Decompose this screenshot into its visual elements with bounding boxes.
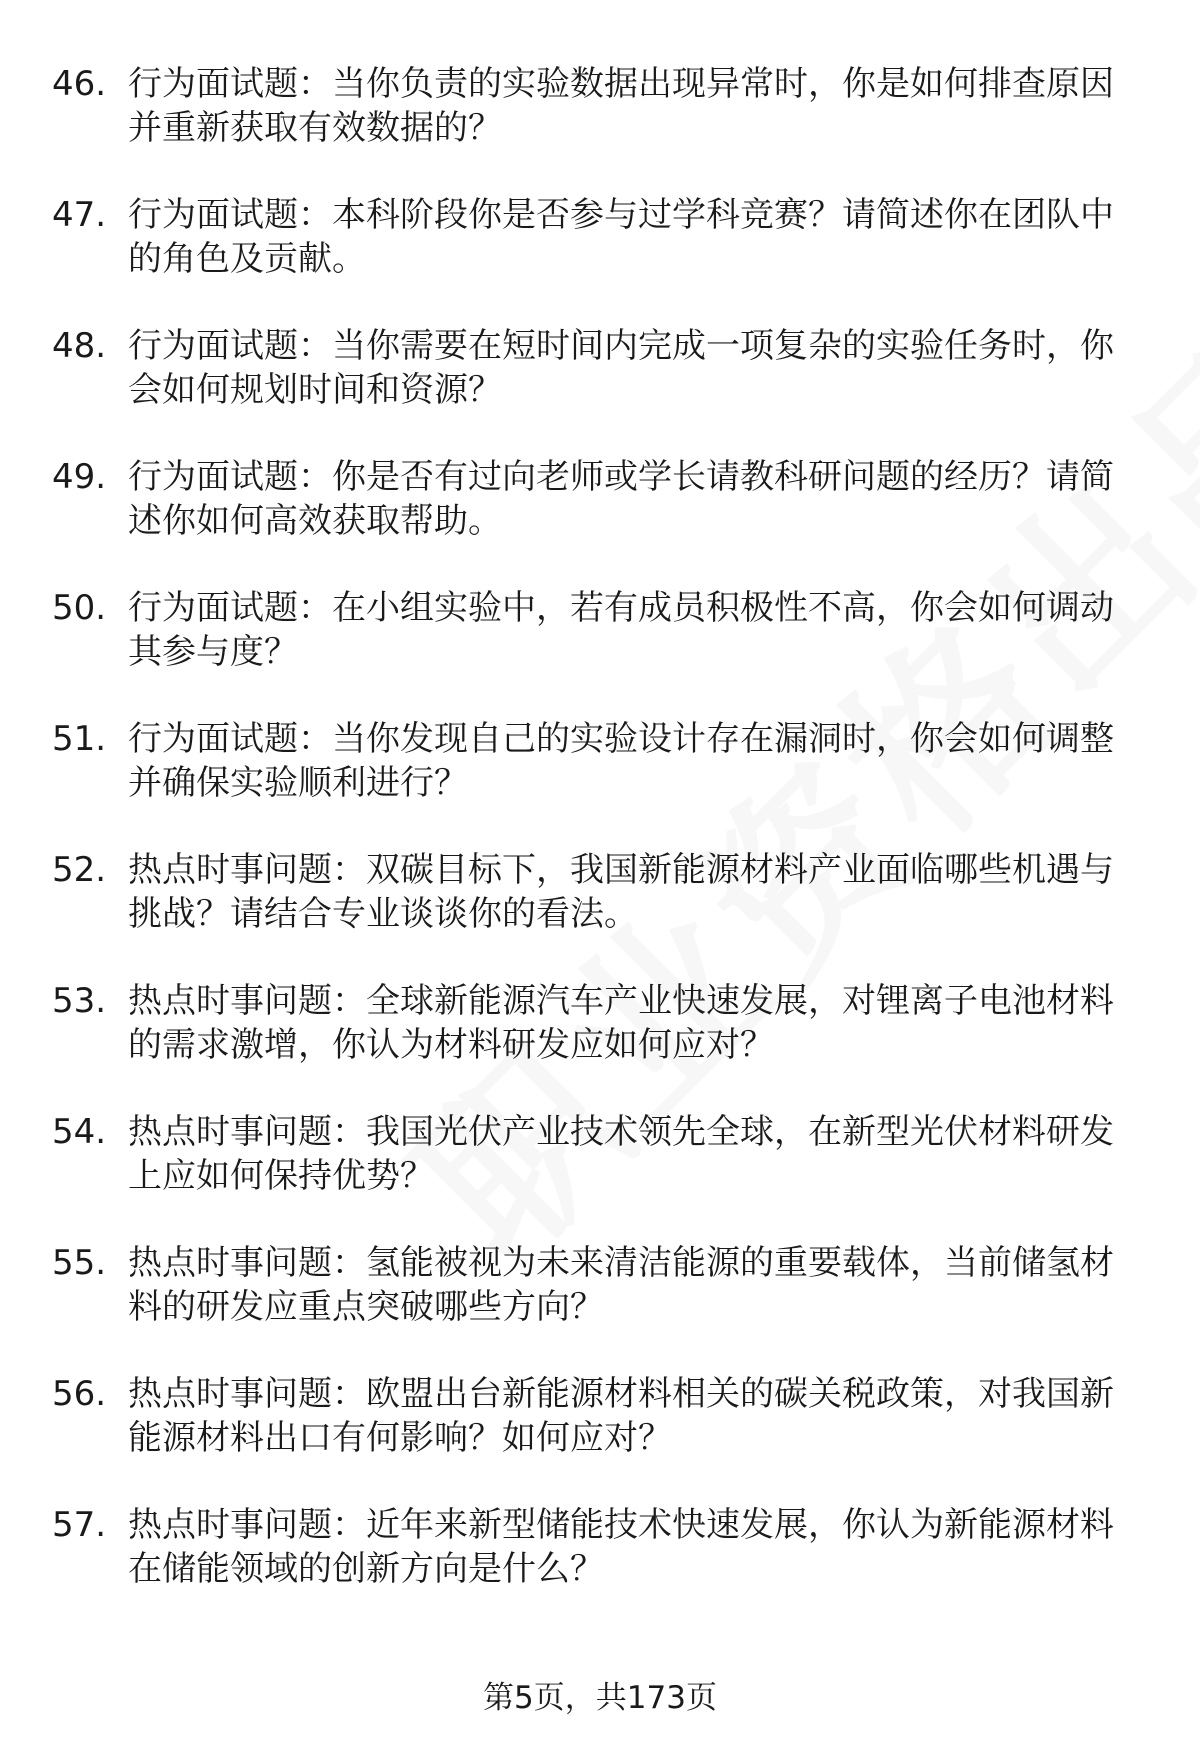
question-number: 48. [52, 326, 107, 366]
question-item [52, 1241, 1142, 1329]
question-item [52, 848, 1142, 936]
page-footer: 第5页，共173页 [483, 1680, 717, 1716]
question-number: 55. [52, 1243, 107, 1283]
question-item [52, 1110, 1142, 1198]
question-text: 热点时事问题：氢能被视为未来清洁能源的重要载体，当前储氢材料的研发应重点突破哪些方向？ [128, 1243, 1114, 1327]
question-number: 57. [52, 1505, 107, 1545]
question-item [52, 717, 1142, 805]
question-number: 49. [52, 457, 107, 497]
question-number: 52. [52, 850, 107, 890]
question-text: 热点时事问题：全球新能源汽车产业快速发展，对锂离子电池材料的需求激增，你认为材料研发应如何应对？ [128, 981, 1114, 1065]
question-item [52, 586, 1142, 674]
question-text: 热点时事问题：双碳目标下，我国新能源材料产业面临哪些机遇与挑战？请结合专业谈谈你的看法。 [128, 850, 1114, 934]
question-number: 54. [52, 1112, 107, 1152]
question-text: 行为面试题：当你发现自己的实验设计存在漏洞时，你会如何调整并确保实验顺利进行？ [128, 719, 1114, 803]
question-text: 行为面试题：当你需要在短时间内完成一项复杂的实验任务时，你会如何规划时间和资源？ [128, 326, 1114, 410]
question-item [52, 324, 1142, 412]
question-text: 热点时事问题：近年来新型储能技术快速发展，你认为新能源材料在储能领域的创新方向是什么？ [128, 1505, 1114, 1589]
question-item [52, 1372, 1142, 1460]
question-number: 47. [52, 195, 107, 235]
question-item [52, 62, 1142, 150]
question-text: 行为面试题：当你负责的实验数据出现异常时，你是如何排查原因并重新获取有效数据的？ [128, 64, 1114, 148]
question-number: 51. [52, 719, 107, 759]
question-item [52, 1503, 1142, 1591]
question-text: 行为面试题：本科阶段你是否参与过学科竞赛？请简述你在团队中的角色及贡献。 [128, 195, 1114, 279]
question-number: 46. [52, 64, 107, 104]
question-text: 行为面试题：在小组实验中，若有成员积极性不高，你会如何调动其参与度？ [128, 588, 1114, 672]
question-number: 53. [52, 981, 107, 1021]
question-text: 行为面试题：你是否有过向老师或学长请教科研问题的经历？请简述你如何高效获取帮助。 [128, 457, 1114, 541]
question-list [52, 62, 1142, 1634]
question-item [52, 979, 1142, 1067]
question-item [52, 193, 1142, 281]
question-text: 热点时事问题：欧盟出台新能源材料相关的碳关税政策，对我国新能源材料出口有何影响？如何应对？ [128, 1374, 1114, 1458]
question-item [52, 455, 1142, 543]
question-number: 50. [52, 588, 107, 628]
question-number: 56. [52, 1374, 107, 1414]
question-text: 热点时事问题：我国光伏产业技术领先全球，在新型光伏材料研发上应如何保持优势？ [128, 1112, 1114, 1196]
